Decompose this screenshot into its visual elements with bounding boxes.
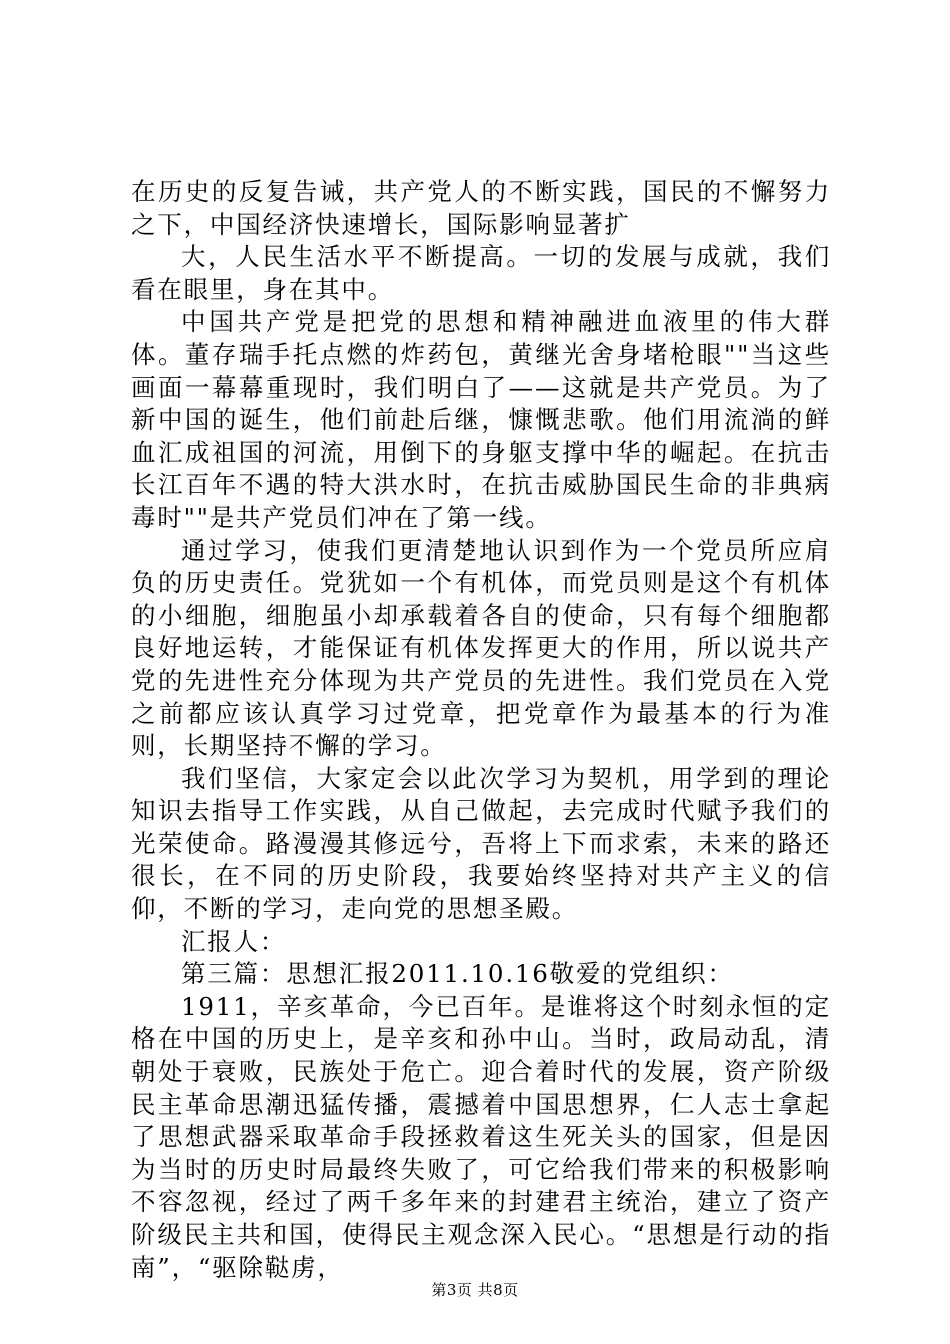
paragraph-8: 1911，辛亥革命，今已百年。是谁将这个时刻永恒的定格在中国的历史上，是辛亥和孙中山。当时，政局动乱，清朝处于衰败，民族处于危亡。迎合着时代的发展，资产阶级民主革命思潮迅猛传播，震撼着中国思想界，仁人志士拿起了思想武器采取革命手段拯救着这生死关头的国家，但是因为当时的历史时局最终失败了，可它给我们带来的积极影响不容忽视，经过了两千多年来的封建君主统治，建立了资产阶级民主共和国，使得民主观念深入民心。“思想是行动的指南”，“驱除鞑虏， (131, 991, 831, 1282)
paragraph-4: 通过学习，使我们更清楚地认识到作为一个党员所应肩负的历史责任。党犹如一个有机体，而党员则是这个有机体的小细胞，细胞虽小却承载着各自的使命，只有每个细胞都良好地运转，才能保证有机体发挥更大的作用，所以说共产党的先进性充分体现为共产党员的先进性。我们党员在入党之前都应该认真学习过党章，把党章作为最基本的行为准则，长期坚持不懈的学习。 (131, 535, 831, 761)
reporter-line: 汇报人： (181, 926, 287, 956)
paragraph-5: 我们坚信，大家定会以此次学习为契机，用学到的理论知识去指导工作实践，从自己做起，去完成时代赋予我们的光荣使命。路漫漫其修远兮，吾将上下而求索，未来的路还很长，在不同的历史阶段，我要始终坚持对共产主义的信仰，不断的学习，走向党的思想圣殿。 (131, 763, 831, 924)
paragraph-3: 中国共产党是把党的思想和精神融进血液里的伟大群体。董存瑞手托点燃的炸药包，黄继光舍身堵枪眼""当这些画面一幕幕重现时，我们明白了——这就是共产党员。为了新中国的诞生，他们前赴后继，慷慨悲歌。他们用流淌的鲜血汇成祖国的河流，用倒下的身躯支撑中华的崛起。在抗击长江百年不遇的特大洪水时，在抗击威胁国民生命的非典病毒时""是共产党员们冲在了第一线。 (131, 307, 831, 532)
paragraph-2: 大，人民生活水平不断提高。一切的发展与成就，我们看在眼里，身在其中。 (131, 242, 831, 304)
document-body (131, 176, 831, 1284)
page-footer (0, 1280, 950, 1300)
section-heading: 第三篇：思想汇报2011.10.16敬爱的党组织： (181, 959, 734, 989)
paragraph-1: 在历史的反复告诫，共产党人的不断实践，国民的不懈努力之下，中国经济快速增长，国际影响显著扩 (131, 177, 831, 239)
page-number: 第3页 共8页 (431, 1281, 519, 1299)
